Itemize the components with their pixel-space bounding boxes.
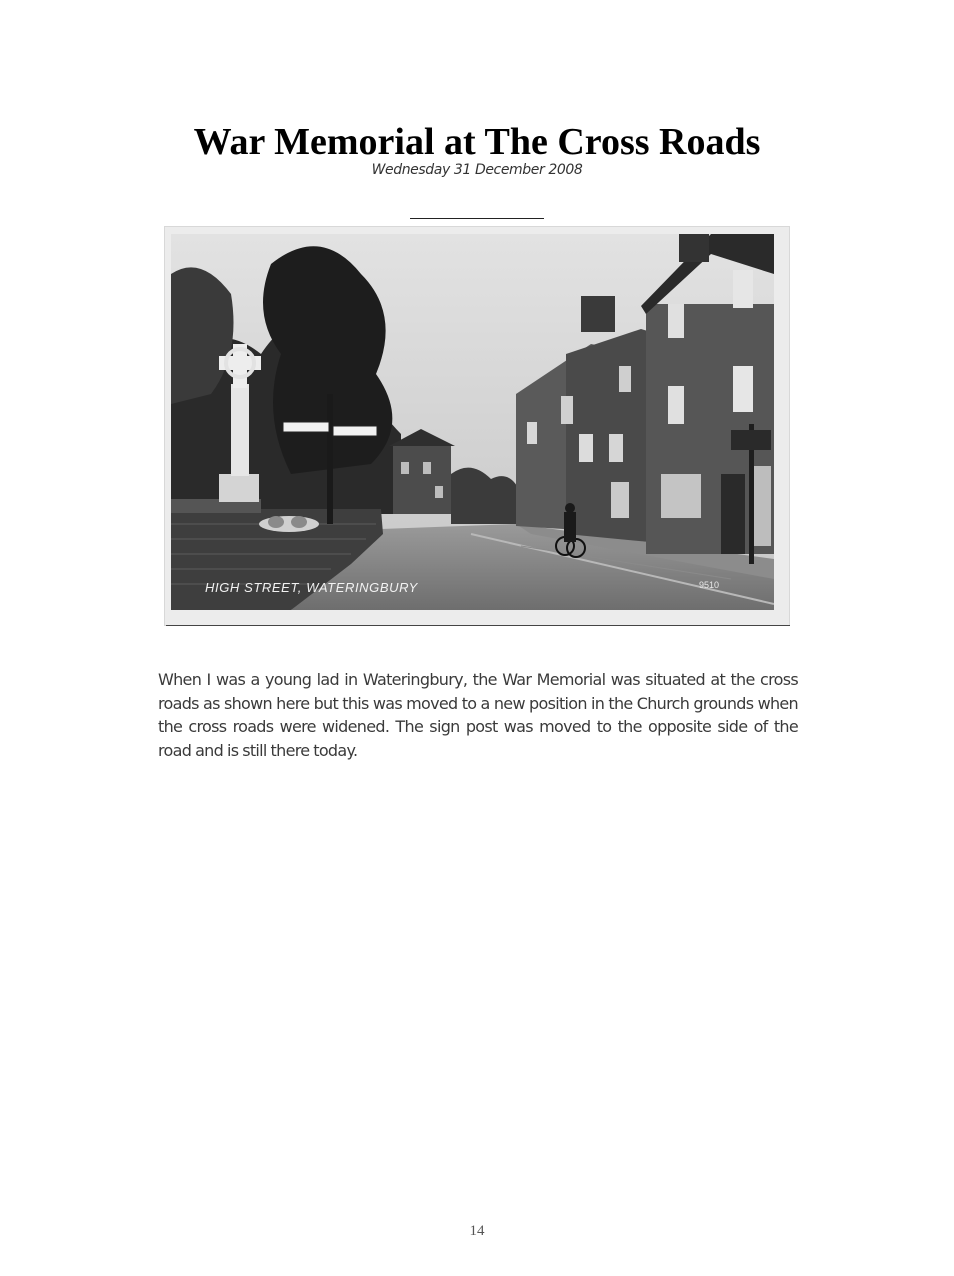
photo-number: 9510 [699,580,720,590]
photo-caption: HIGH STREET, WATERINGBURY [205,580,418,595]
page-number: 14 [469,1223,485,1239]
high-street-photograph [171,234,774,610]
post-date: Wednesday 31 December 2008 [371,162,583,178]
postcard-photo [164,226,790,626]
title-divider [410,218,544,219]
body-paragraph: When I was a young lad in Wateringbury, the War Memorial was situated at the cross roads as shown here but this was moved to a new position in the Church grounds when the cross roads were widened. The sign post was moved to the opposite side of the road and is still there today. [158,670,798,760]
page-title: War Memorial at The Cross Roads [193,121,761,163]
